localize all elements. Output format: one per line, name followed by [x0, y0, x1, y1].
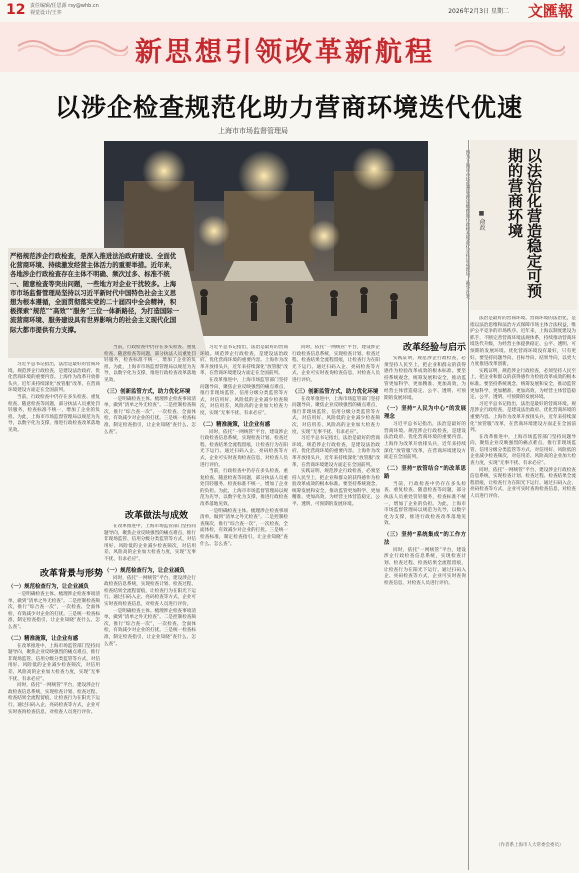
author-note: （作者系上海市人大常委会委员）	[496, 843, 564, 848]
paragraph: 实践证明，规范涉企行政检查，必须坚持人民至上，把企业和群众的获得感作为检验改革成效的根本标准。要坚持系统观念，统筹发展和安全，推动监管更加科学、更加精准、更加高效，为经营主体营造稳定、公平、透明、可预期的发展环境。	[292, 469, 380, 508]
paragraph: 习近平总书记指出，法治是最好的营商环境。规范涉企行政检查，是建设法治政府、优化营商环境的重要内容。上海作为改革开放排头兵，近年来持续深化“放管服”改革，在营商环境建设方面走在全国前列。	[200, 345, 288, 377]
paragraph: 在改革推进中，上海市场监管部门坚持问题导向，聚焦企业反映强烈的痛点难点，推行非现场监管、信用分级分类监管等方式，对信用好、风险低的企业减少检查频次，对信用差、风险高的企业加大检查力度，实现“无事不扰、有求必应”。	[292, 396, 380, 435]
section-banner	[0, 22, 579, 72]
paragraph: 习近平总书记指出，法治是最好的营商环境。规范涉企行政检查，是建设法治政府、优化营商环境的重要内容。上海作为改革开放排头兵，近年来持续深化“放管服”改革，在营商环境建设方面走在全国前列。	[384, 422, 466, 461]
article-headline: 以涉企检查规范化助力营商环境迭代优速	[55, 93, 524, 122]
photo-caption	[430, 150, 470, 320]
column-4	[292, 345, 380, 870]
column-divider	[468, 140, 469, 870]
paragraph: 同时，依托“一网统管”平台，建设涉企行政检查信息系统，实现检查计划、检查过程、检查结果全流程留痕，让检查行为在阳光下运行。通过扫码入企、亮码检查等方式，企业可实时查询检查信息，对检查人员进行评价。	[292, 345, 380, 383]
section-heading: 改革做法与成效	[125, 511, 189, 521]
paragraph: 一是明确检查主体。梳理涉企检查事项清单，做到“清单之外无检查”。二是控制检查频次，推行“综合查一次”，一次检查、全面体检，有效减少对企业的打扰。三是统一检查标准，制定检查指引，让企业知晓“查什么、怎么查”。	[104, 396, 196, 435]
column-1	[8, 362, 100, 562]
paragraph: 实践证明，规范涉企行政检查，必须坚持人民至上，把企业和群众的获得感作为检验改革成效的根本标准。要坚持系统观念，统筹发展和安全，推动监管更加科学、更加精准、更加高效，为经营主体营造稳定、公平、透明、可预期的发展环境。	[470, 368, 576, 401]
paragraph: 习近平总书记指出，法治是最好的营商环境。规范涉企行政检查，是建设法治政府、优化营商环境的重要内容。上海作为改革开放排头兵，近年来持续深化“放管服”改革，在营商环境建设方面走在全国前列。	[8, 362, 100, 394]
paragraph: 在改革推进中，上海市场监管部门坚持问题导向，聚焦企业反映强烈的痛点难点，推行非现场监管、信用分级分类监管等方式，对信用好、风险低的企业减少检查频次，对信用差、风险高的企业加大检查力度，实现“无事不扰、有求必应”。	[470, 434, 576, 467]
paragraph: 在改革推进中，上海市场监管部门坚持问题导向，聚焦企业反映强烈的痛点难点，推行非现场监管、信用分级分类监管等方式，对信用好、风险低的企业减少检查频次，对信用差、风险高的企业加大检查力度，实现“无事不扰、有求必应”。	[104, 524, 196, 562]
editor-line: 责任编辑/任思源 rsy@whb.cn	[30, 3, 99, 9]
editor-info	[30, 3, 99, 17]
lead-paragraph: 严格规范涉企行政检查，是深入推进法治政府建设、全面优化营商环境、持续激发经营主体活力的重要举措。近年来，各地涉企行政检查存在主体不明确、频次过多、标准不统一、随意检查等突出问题，一些地方对企业干扰较多。上海市市场监督管理局坚持以习近平新时代中国特色社会主义思想为根本遵循，全面贯彻落实党的二十届四中全会精神，积极探索“规范”“高效”“服务”三位一体新路径，为打造国际一流营商环境、服务建设具有世界影响力的社会主义现代化国际大都市提供有力支撑。	[10, 252, 180, 334]
paragraph: 一是明确检查主体。梳理涉企检查事项清单，做到“清单之外无检查”。二是控制检查频次，推行“综合查一次”，一次检查、全面体检，有效减少对企业的打扰。三是统一检查标准，制定检查指引，让企业知晓“查什么、怎么查”。	[200, 508, 288, 547]
page-header	[0, 0, 579, 23]
article-byline: 上海市市场监督管理局	[218, 127, 288, 135]
paragraph: 法治是最好的营商环境。营商环境的法治化，是指以法治思维和法治方式保障市场主体合法权益，维护公平竞争的市场秩序。近年来，上海以制度建设为抓手，不断完善营商环境法规体系，持续推动营商环境迭代升级，为经营主体提供稳定、公平、透明、可预期的发展环境。优化营商环境没有最好，只有更好。要坚持问题导向、目标导向、结果导向，以更大力度推进改革创新。	[470, 316, 576, 368]
paragraph: 习近平总书记指出，法治是最好的营商环境。规范涉企行政检查，是建设法治政府、优化营商环境的重要内容。上海作为改革开放排头兵，近年来持续深化“放管服”改革，在营商环境建设方面走在全国前列。	[292, 436, 380, 468]
paragraph: 当前，行政检查中仍存在多头检查、重复检查、随意检查等问题，部分执法人员重处罚轻服务，检查标准不统一，增加了企业的负担。为此，上海市市场监督管理局以规范为先导，以数字化为支撑，推进行政检查改革落地见效。	[384, 481, 466, 527]
column-2b	[104, 524, 196, 870]
wave-decor-icon	[455, 36, 565, 56]
subheading: （一）坚持“人民为中心”的发展理念	[384, 406, 466, 421]
subheading: （三）创新监管方式，助力优化环境	[292, 388, 379, 395]
column-1b	[8, 580, 100, 870]
banner-title: 新思想引领改革新航程	[135, 37, 435, 68]
subheading: （一）规范检查行为，让企业减负	[8, 584, 89, 590]
newspaper-logo: 文匯報	[527, 2, 573, 20]
paragraph: 在改革推进中，上海市场监管部门坚持问题导向，聚焦企业反映强烈的痛点难点，推行非现场监管、信用分级分类监管等方式，对信用好、风险低的企业减少检查频次，对信用差、风险高的企业加大检查力度，实现“无事不扰、有求必应”。	[8, 643, 100, 682]
page-number: 12	[6, 2, 26, 18]
paragraph: 一是明确检查主体。梳理涉企检查事项清单，做到“清单之外无检查”。二是控制检查频次，推行“综合查一次”，一次检查、全面体检，有效减少对企业的打扰。三是统一检查标准，制定检查指引，让企业知晓“查什么、怎么查”。	[8, 592, 100, 630]
sidebar-author: ■ 俞政	[478, 210, 485, 231]
paragraph: 同时，依托“一网统管”平台，建设涉企行政检查信息系统，实现检查计划、检查过程、检查结果全流程留痕，让检查行为在阳光下运行。通过扫码入企、亮码检查等方式，企业可实时查询检查信息，对检查人员进行评价。	[200, 429, 288, 468]
subheading: （二）精准施策，让企业有感	[200, 421, 271, 428]
sidebar-column	[470, 316, 576, 836]
paragraph: 当前，行政检查中仍存在多头检查、重复检查、随意检查等问题，部分执法人员重处罚轻服务，检查标准不统一，增加了企业的负担。为此，上海市市场监督管理局以规范为先导，以数字化为支撑，推进行政检查改革落地见效。	[200, 469, 288, 508]
section-heading: 改革经验与启示	[403, 343, 467, 353]
subheading: （三）坚持“系统集成”的工作方法	[384, 531, 466, 546]
paragraph: 同时，依托“一网统管”平台，建设涉企行政检查信息系统，实现检查计划、检查过程、检查结果全流程留痕，让检查行为在阳光下运行。通过扫码入企、亮码检查等方式，企业可实时查询检查信息，对检查人员进行评价。	[470, 467, 576, 500]
subheading: （二）精准施策，让企业有感	[8, 635, 79, 642]
issue-date: 2026年2月3日 星期二	[448, 8, 509, 15]
paragraph: 当前，行政检查中仍存在多头检查、重复检查、随意检查等问题，部分执法人员重处罚轻服务，检查标准不统一，增加了企业的负担。为此，上海市市场监督管理局以规范为先导，以数字化为支撑，推进行政检查改革落地见效。	[8, 394, 100, 433]
column-5	[384, 356, 466, 870]
column-2	[104, 345, 196, 505]
column-3	[200, 345, 288, 870]
paragraph: 实践证明，规范涉企行政检查，必须坚持人民至上，把企业和群众的获得感作为检验改革成效的根本标准。要坚持系统观念，统筹发展和安全，推动监管更加科学、更加精准、更加高效，为经营主体营造稳定、公平、透明、可预期的发展环境。	[384, 356, 466, 401]
section-heading: 改革背景与形势	[40, 569, 104, 579]
subheading: （三）创新监管方式，助力优化环境	[104, 388, 191, 395]
paragraph: 同时，依托“一网统管”平台，建设涉企行政检查信息系统，实现检查计划、检查过程、检查结果全流程留痕，让检查行为在阳光下运行。通过扫码入企、亮码检查等方式，企业可实时查询检查信息，对检查人员进行评价。	[8, 683, 100, 715]
paragraph: 习近平总书记指出，法治是最好的营商环境。规范涉企行政检查，是建设法治政府、优化营商环境的重要内容。上海作为改革开放排头兵，近年来持续深化“放管服”改革，在营商环境建设方面走在全国前列。	[470, 401, 576, 434]
paragraph: 当前，行政检查中仍存在多头检查、重复检查、随意检查等问题，部分执法人员重处罚轻服务，检查标准不统一，增加了企业的负担。为此，上海市市场监督管理局以规范为先导，以数字化为支撑，推进行政检查改革落地见效。	[104, 345, 196, 383]
paragraph: 在改革推进中，上海市场监管部门坚持问题导向，聚焦企业反映强烈的痛点难点，推行非现场监管、信用分级分类监管等方式，对信用好、风险低的企业减少检查频次，对信用差、风险高的企业加大检查力度，实现“无事不扰、有求必应”。	[200, 377, 288, 416]
subheading: （一）规范检查行为，让企业减负	[104, 567, 185, 574]
sidebar-title: 以法治化营造稳定可预期的营商环境	[506, 148, 543, 298]
designer-line: 视觉设计/王弈	[30, 10, 62, 16]
paragraph: 同时，依托“一网统管”平台，建设涉企行政检查信息系统，实现检查计划、检查过程、检查结果全流程留痕，让检查行为在阳光下运行。通过扫码入企、亮码检查等方式，企业可实时查询检查信息，对检查人员进行评价。	[384, 547, 466, 586]
paragraph: 一是明确检查主体。梳理涉企检查事项清单，做到“清单之外无检查”。二是控制检查频次，推行“综合查一次”，一次检查、全面体检，有效减少对企业的打扰。三是统一检查标准，制定检查指引，让企业知晓“查什么、怎么查”。	[104, 608, 196, 647]
subheading: （二）坚持“放管结合”的改革思路	[384, 465, 466, 480]
wave-decor-icon	[18, 36, 128, 56]
paragraph: 同时，依托“一网统管”平台，建设涉企行政检查信息系统，实现检查计划、检查过程、检查结果全流程留痕，让检查行为在阳光下运行。通过扫码入企、亮码检查等方式，企业可实时查询检查信息，对检查人员进行评价。	[104, 575, 196, 607]
